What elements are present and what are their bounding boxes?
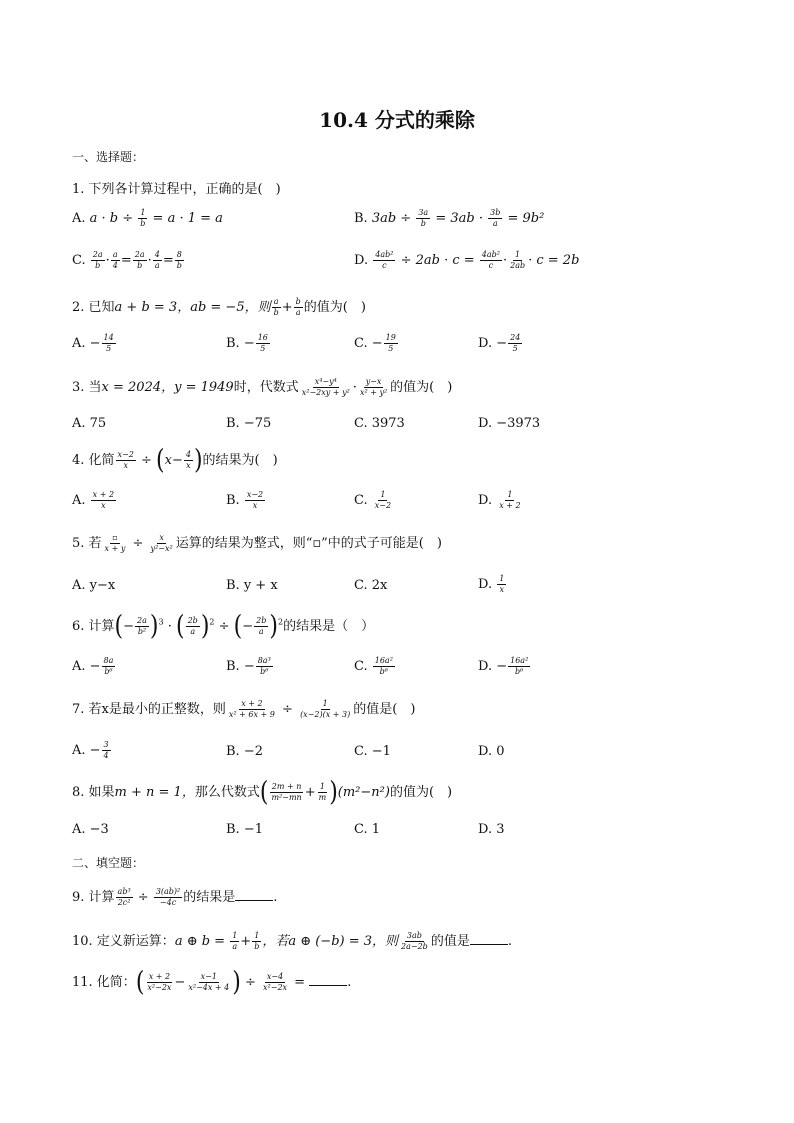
q4-option-b: B. $\frac{x-2}{x}$ (226, 490, 264, 510)
q8-option-b: B. −1 (226, 822, 263, 837)
question-10: 10. 定义新运算：a ⊕ b = $\frac{1}{a}$ + $\frac{1}{b}$ ，若a ⊕ (−b) = 3，则 $\frac{3ab}{2a-2b}$ 的值是 . (72, 931, 512, 951)
q6-option-b: B. − $\frac{\text{8a³}}{\text{b⁶}}$ (226, 656, 271, 676)
question-1: 1. 下列各计算过程中，正确的是( ) (72, 182, 281, 197)
q2-option-b: B. − $\frac{16}{5}$ (226, 333, 268, 353)
answer-blank[interactable] (235, 900, 273, 901)
q1-option-b: B. 3ab ÷ $\frac{3a}{b}$ = 3ab · $\frac{3b}{a}$ = 9b² (354, 208, 545, 228)
q8-option-d: D. 3 (478, 822, 505, 837)
question-8: 8. 如果m + n = 1，那么代数式( $\frac{2m + n}{\text{m²−mn}}$ + $\frac{1}{m}$ )(m²−n²)的值为( ) (72, 776, 453, 809)
question-5: 5. 若 $\frac{▫}{x + y}$ ÷ $\frac{x}{\text{y²−x²}}$ 运算的结果为整式，则“▫”中的式子可能是( ) (72, 533, 442, 553)
q8-option-a: A. −3 (72, 822, 109, 837)
q7-option-b: B. −2 (226, 744, 263, 759)
q1-option-d: D. $\frac{\text{4ab²}}{c}$ ÷ 2ab · c = $\frac{\text{4ab²}}{c}$ · $\frac{1}{2ab}$ · c = 2b (354, 250, 580, 270)
q3-option-b: B. −75 (226, 416, 272, 431)
answer-blank[interactable] (470, 944, 508, 945)
page-title: 10.4 分式的乘除 (319, 108, 475, 132)
q7-option-d: D. 0 (478, 744, 505, 759)
q6-option-a: A. − $\frac{8a}{\text{b⁶}}$ (72, 656, 114, 676)
q4-option-c: C. $\frac{1}{x-2}$ (354, 490, 392, 510)
q7-option-a: A. − $\frac{3}{4}$ (72, 740, 109, 760)
q7-option-c: C. −1 (354, 744, 391, 759)
q6-option-d: D. − $\frac{\text{16a²}}{\text{b⁶}}$ (478, 656, 529, 676)
question-11: 11. 化简：( $\frac{x + 2}{\text{x²−2x}}$ − $\frac{x-1}{\text{x²−4x + 4}}$ ) ÷ $\frac{x-4}{\text{x²−2x}}$ = . (72, 966, 352, 999)
answer-blank[interactable] (309, 985, 347, 986)
q3-option-c: C. 3973 (354, 416, 405, 431)
q3-option-a: A. 75 (72, 416, 107, 431)
q4-option-d: D. $\frac{1}{x + 2}$ (478, 490, 521, 510)
q3-option-d: D. −3973 (478, 416, 541, 431)
question-4: 4. 化简 $\frac{x-2}{x}$ ÷ (x− $\frac{4}{x}$ )的结果为( ) (72, 444, 278, 477)
q6-option-c: C. $\frac{\text{16a²}}{\text{b⁶}}$ (354, 656, 393, 676)
q5-option-d: D. $\frac{1}{x}$ (478, 574, 505, 594)
q5-option-a: A. y−x (72, 578, 116, 593)
question-6: 6. 计算(− $\frac{2a}{\text{b²}}$ )$^3$ · ( $\frac{2b}{a}$ )$^2$ ÷ (− $\frac{2b}{a}$ )$^2$的结果是（ ） (72, 610, 375, 643)
q5-option-c: C. 2x (354, 578, 388, 593)
q2-option-d: D. − $\frac{24}{5}$ (478, 333, 521, 353)
question-9: 9. 计算 $\frac{\text{ab³}}{\text{2c²}}$ ÷ $\frac{\text{3(ab)²}}{-4c}$ 的结果是 . (72, 887, 278, 907)
question-2: 2. 已知a + b = 3，ab = −5，则 $\frac{a}{b}$ + $\frac{b}{a}$ 的值为( ) (72, 297, 366, 317)
q2-option-a: A. − $\frac{14}{5}$ (72, 333, 114, 353)
q5-option-b: B. y + x (226, 578, 278, 593)
q1-option-a: A. a · b ÷ $\frac{1}{b}$ = a · 1 = a (72, 208, 223, 228)
question-7: 7. 若x是最小的正整数，则 $\frac{x + 2}{\text{x² + 6x + 9}}$ ÷ $\frac{1}{(x-2)(x + 3)}$ 的值是( ) (72, 699, 416, 719)
section-heading-fill: 二、填空题： (72, 856, 145, 870)
section-heading-choice: 一、选择题： (72, 150, 145, 164)
q2-option-c: C. − $\frac{19}{5}$ (354, 333, 396, 353)
q1-option-c: C. $\frac{2a}{b}$ · $\frac{a}{4}$ = $\frac{2a}{b}$ · $\frac{4}{a}$ = $\frac{8}{b}$ (72, 250, 182, 270)
question-3: 3. 当x = 2024，y = 1949时，代数式 $\frac{\text{x⁴−y⁴}}{\text{x²−2xy + y²}}$ · $\frac{y-x}{\text{x² + y²}}$ 的值为( ) (72, 377, 453, 397)
q4-option-a: A. $\frac{x + 2}{x}$ (72, 490, 115, 510)
q8-option-c: C. 1 (354, 822, 381, 837)
